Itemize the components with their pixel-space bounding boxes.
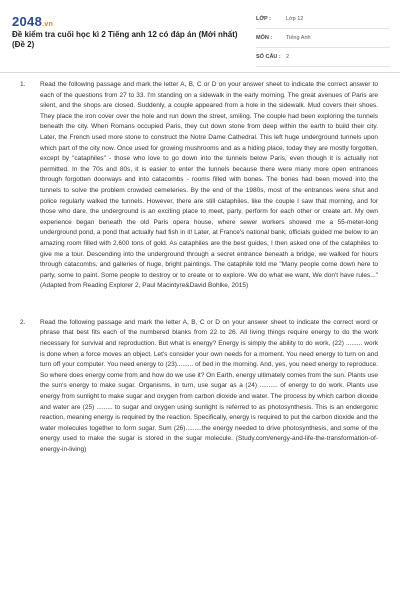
question-text: Read the following passage and mark the letter A, B, C or D on your answer sheet to indicate the correct answer to each of the questions from 27 to 33. I'm standing on a sidewalk in the early morning. The great avenues of Paris are silent, and the shops are closed. Suddenly, a couple appeared from a hole in the sidewalk. Mud covers their shoes. They place the iron cover over the hole and run down the street, smiling. The couple had been exploring the tunnels beneath the city. When Romans occupied Paris, they cut down stone from deep within the earth to build their city. Later, the French used more stone to construct the Notre Dame Cathedral. This left huge underground tunnels upon which part of the city now. Once used for growing mushrooms and as a hiding place, today they are mostly forgotten, except by "cataphiles" - those who love to go down into the tunnels below Paris, even though it is actually not permitted. In the 70s and 80s, it is easier to enter the tunnels because there were many more open entrances through forgotten doorways and into catacombs - rooms filled with bones. The bones had been moved into the tunnels to solve the problem crowded cemeteries. By the end of the 1980s, most of the entrances were shut and police regularly walked the tunnels. However, there are still cataphiles, like the couple I saw that morning, and for those who dare, the underground is an exciting place to meet, party, perform for each other or create art. My own experience began beneath the old Paris opera house, where sewer workers showed me a 55-meter-long underground pond, a pond that actually had fish in it! Later, at France's national bank, officials guided me below to an amazing room filled with 2,600 tons of gold. As cataphiles are the best guides, I then asked one of the cataphiles to give me a tour. Descending into the underground through a secret entrance beneath a bridge, we walked for hours through catacombs, and galleries of huge, bright paintings. The cataphile told me "Many people come down here to party, some to paint. Some people to destroy or to create or to explore. We do what we want, We don't have rules..." (Adapted from Reading Explorer 2, Paul Macintyre&David Bohlke, 2015) — [40, 81, 378, 290]
question-text: Read the following passage and mark the letter A, B, C or D on your answer sheet to indicate the correct word or phrase that best fits each of the numbered blanks from 22 to 26. All living things require energy to do the work necessary for survival and reproduction. But what is energy? Energy is simply the ability to do work, (22) ......... work is done when a force moves an object. Let's consider your own needs for a moment. You need energy to turn on and turn off your computer. You need energy to (23)......... of bed in the morning. And, yes, you need energy to reproduce. So where does energy come from and how do we use it? On Earth, energy ultimately comes from the sun. Plants use the sun's energy to make sugar. Organisms, in turn, use sugar as a (24) .......... of energy to do work. Plants use energy from sunlight to make sugar and oxygen from carbon dioxide and water. The process by which carbon dioxide and water are (25) ......... to sugar and oxygen using sunlight is referred to as photosynthesis. This is an endergonic reaction, meaning energy is required by the reaction. Specifically, energy is required to put the carbon dioxide and the water molecules together to form sugar. Sum (26).........the energy needed to drive photosynthesis, and some of the energy used to make the sugar is stored in the sugar molecule. (Study.com/energy-and-life-the-transformation-of-energy-in-living) — [40, 318, 378, 453]
meta-value-count: 2 — [286, 54, 290, 60]
meta-value-subject: Tiếng Anh — [286, 35, 311, 41]
question-number: 2. — [20, 318, 26, 326]
logo-main: 2048 — [12, 14, 43, 29]
document-meta — [256, 10, 390, 67]
meta-row-subject — [256, 29, 390, 48]
site-logo[interactable] — [12, 14, 53, 29]
page-header — [0, 0, 400, 73]
question-number: 1. — [20, 81, 26, 88]
question-item — [0, 80, 400, 292]
meta-row-count — [256, 48, 390, 67]
logo-suffix: .vn — [42, 21, 54, 28]
meta-label-subject: MÔN : — [256, 35, 273, 41]
document-title: Đề kiểm tra cuối học kì 2 Tiếng anh 12 có đáp án (Mới nhất) (Đề 2) — [12, 30, 238, 49]
question-item — [0, 318, 400, 456]
meta-row-class — [256, 10, 390, 29]
question-list — [0, 80, 400, 456]
meta-label-count: SỐ CÂU : — [256, 54, 281, 60]
meta-value-class: Lớp 12 — [286, 16, 304, 22]
meta-label-class: LỚP : — [256, 16, 271, 22]
